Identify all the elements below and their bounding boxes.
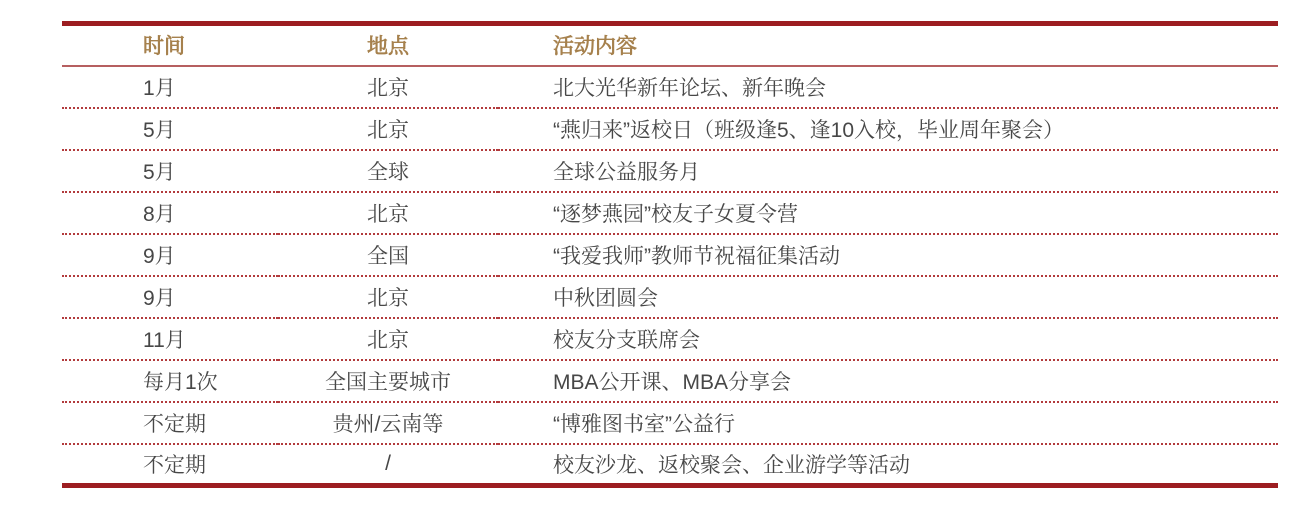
table-row bbox=[62, 234, 1278, 276]
table-row bbox=[62, 108, 1278, 150]
cell-activity: 中秋团圆会 bbox=[498, 276, 1278, 318]
cell-activity: 全球公益服务月 bbox=[498, 150, 1278, 192]
cell-activity: “逐梦燕园”校友子女夏令营 bbox=[498, 192, 1278, 234]
cell-place: 北京 bbox=[278, 192, 498, 234]
cell-time: 不定期 bbox=[62, 402, 278, 444]
table-row bbox=[62, 276, 1278, 318]
cell-activity: “我爱我师”教师节祝福征集活动 bbox=[498, 234, 1278, 276]
cell-time: 1月 bbox=[62, 66, 278, 108]
cell-time: 5月 bbox=[62, 108, 278, 150]
cell-time: 9月 bbox=[62, 234, 278, 276]
cell-place: 北京 bbox=[278, 318, 498, 360]
table-row bbox=[62, 318, 1278, 360]
table-header bbox=[62, 24, 1278, 66]
cell-activity: “燕归来”返校日（班级逢5、逢10入校，毕业周年聚会） bbox=[498, 108, 1278, 150]
cell-place: 北京 bbox=[278, 108, 498, 150]
column-header-activity: 活动内容 bbox=[498, 24, 1278, 66]
cell-activity: 校友沙龙、返校聚会、企业游学等活动 bbox=[553, 453, 910, 477]
cell-place: 贵州/云南等 bbox=[278, 402, 498, 444]
table-row bbox=[62, 66, 1278, 108]
table-row bbox=[62, 444, 1278, 486]
cell-activity: MBA公开课、MBA分享会 bbox=[498, 360, 1278, 402]
table-row bbox=[62, 150, 1278, 192]
table-row bbox=[62, 360, 1278, 402]
cell-time: 9月 bbox=[62, 276, 278, 318]
cell-activity: “博雅图书室”公益行 bbox=[498, 402, 1278, 444]
events-table bbox=[62, 21, 1278, 488]
cell-place: 北京 bbox=[278, 66, 498, 108]
cell-activity: 北大光华新年论坛、新年晚会 bbox=[498, 66, 1278, 108]
cell-time: 每月1次 bbox=[62, 360, 278, 402]
cell-time: 8月 bbox=[62, 192, 278, 234]
cell-place: 全国 bbox=[278, 234, 498, 276]
table-body bbox=[62, 66, 1278, 486]
column-header-place: 地点 bbox=[278, 24, 498, 66]
cell-place: 全国主要城市 bbox=[278, 360, 498, 402]
cell-time: 11月 bbox=[62, 318, 278, 360]
cell-activity: 校友分支联席会 bbox=[498, 318, 1278, 360]
cell-place: / bbox=[385, 451, 391, 475]
table-row bbox=[62, 192, 1278, 234]
header-row bbox=[62, 24, 1278, 66]
column-header-time: 时间 bbox=[62, 24, 278, 66]
cell-place: 北京 bbox=[278, 276, 498, 318]
cell-time: 5月 bbox=[62, 150, 278, 192]
cell-place: 全球 bbox=[278, 150, 498, 192]
table-row bbox=[62, 402, 1278, 444]
cell-time: 不定期 bbox=[143, 453, 206, 477]
